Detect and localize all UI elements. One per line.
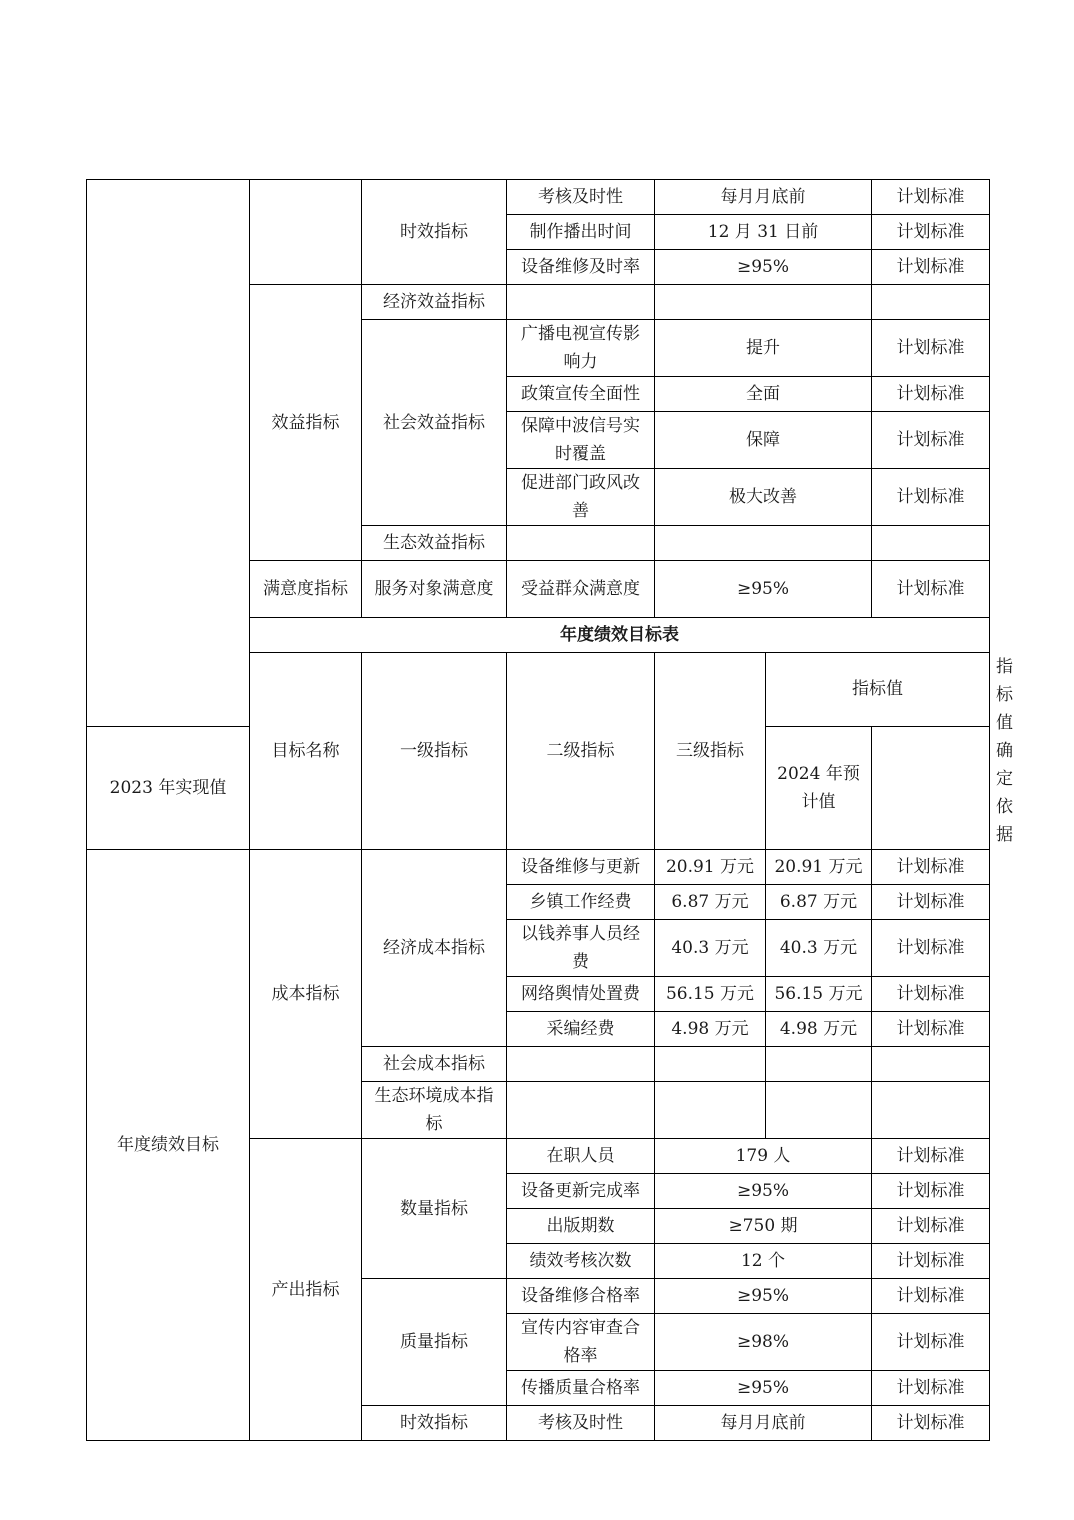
header-target-name: 目标名称 <box>250 653 362 850</box>
header-row: 目标名称 一级指标 二级指标 三级指标 指标值 指标值确定依据 <box>87 653 990 727</box>
level3-cell: 促进部门政风改善 <box>507 469 655 526</box>
value-2024-cell-empty <box>766 1047 872 1082</box>
value-2024-cell: 40.3 万元 <box>766 920 872 977</box>
level3-cell: 广播电视宣传影响力 <box>507 320 655 377</box>
basis-cell-empty <box>872 1082 990 1139</box>
level2-cell: 经济成本指标 <box>362 850 507 1047</box>
basis-cell: 计划标准 <box>872 250 990 285</box>
level1-cell: 效益指标 <box>250 285 362 561</box>
value-cell-empty <box>655 526 872 561</box>
value-cell: 每月月底前 <box>655 180 872 215</box>
value-cell: ≥98% <box>655 1314 872 1371</box>
value-cell: ≥95% <box>655 1174 872 1209</box>
level2-cell: 数量指标 <box>362 1139 507 1279</box>
basis-cell: 计划标准 <box>872 412 990 469</box>
level3-cell: 保障中波信号实时覆盖 <box>507 412 655 469</box>
value-2024-cell: 20.91 万元 <box>766 850 872 885</box>
value-cell: ≥95% <box>655 1279 872 1314</box>
value-2023-cell-empty <box>655 1082 766 1139</box>
level1-cell: 产出指标 <box>250 1139 362 1441</box>
level2-cell: 服务对象满意度 <box>362 561 507 618</box>
value-2024-cell: 4.98 万元 <box>766 1012 872 1047</box>
table-row <box>87 180 990 215</box>
level3-cell: 在职人员 <box>507 1139 655 1174</box>
level3-cell: 出版期数 <box>507 1209 655 1244</box>
basis-cell: 计划标准 <box>872 377 990 412</box>
basis-cell: 计划标准 <box>872 1279 990 1314</box>
level2-cell: 社会成本指标 <box>362 1047 507 1082</box>
target-name-cell-empty <box>87 180 250 727</box>
basis-cell: 计划标准 <box>872 885 990 920</box>
basis-cell-empty <box>872 285 990 320</box>
value-2023-cell: 20.91 万元 <box>655 850 766 885</box>
basis-cell: 计划标准 <box>872 977 990 1012</box>
basis-cell: 计划标准 <box>872 1174 990 1209</box>
value-cell: ≥95% <box>655 561 872 618</box>
level3-cell-empty <box>507 1082 655 1139</box>
level3-cell-empty <box>507 526 655 561</box>
level3-cell: 考核及时性 <box>507 180 655 215</box>
value-cell: 每月月底前 <box>655 1406 872 1441</box>
basis-cell: 计划标准 <box>872 1139 990 1174</box>
level1-cell: 满意度指标 <box>250 561 362 618</box>
basis-cell: 计划标准 <box>872 1209 990 1244</box>
level3-cell: 乡镇工作经费 <box>507 885 655 920</box>
basis-cell: 计划标准 <box>872 1244 990 1279</box>
value-2023-cell-empty <box>655 1047 766 1082</box>
level1-cell-empty <box>250 180 362 285</box>
value-2023-cell: 56.15 万元 <box>655 977 766 1012</box>
level2-cell: 生态环境成本指标 <box>362 1082 507 1139</box>
basis-cell: 计划标准 <box>872 1371 990 1406</box>
value-2024-cell: 6.87 万元 <box>766 885 872 920</box>
level3-cell: 受益群众满意度 <box>507 561 655 618</box>
basis-cell: 计划标准 <box>872 320 990 377</box>
basis-cell: 计划标准 <box>872 850 990 885</box>
value-cell: 179 人 <box>655 1139 872 1174</box>
level2-cell: 经济效益指标 <box>362 285 507 320</box>
header-level3: 三级指标 <box>655 653 766 850</box>
value-cell: 保障 <box>655 412 872 469</box>
level3-cell: 宣传内容审查合格率 <box>507 1314 655 1371</box>
level3-cell: 采编经费 <box>507 1012 655 1047</box>
level3-cell: 设备维修合格率 <box>507 1279 655 1314</box>
level1-cell: 成本指标 <box>250 850 362 1139</box>
level3-cell: 传播质量合格率 <box>507 1371 655 1406</box>
value-cell: ≥95% <box>655 1371 872 1406</box>
basis-cell: 计划标准 <box>872 215 990 250</box>
value-cell: 12 个 <box>655 1244 872 1279</box>
basis-cell: 计划标准 <box>872 920 990 977</box>
level3-cell: 绩效考核次数 <box>507 1244 655 1279</box>
value-cell: 提升 <box>655 320 872 377</box>
value-2023-cell: 4.98 万元 <box>655 1012 766 1047</box>
level2-cell: 质量指标 <box>362 1279 507 1406</box>
basis-cell: 计划标准 <box>872 561 990 618</box>
basis-cell-empty <box>872 1047 990 1082</box>
value-2023-cell: 40.3 万元 <box>655 920 766 977</box>
basis-cell: 计划标准 <box>872 469 990 526</box>
basis-cell: 计划标准 <box>872 1406 990 1441</box>
header-2023: 2023 年实现值 <box>87 726 250 849</box>
level3-cell: 政策宣传全面性 <box>507 377 655 412</box>
level2-cell: 生态效益指标 <box>362 526 507 561</box>
value-cell: ≥750 期 <box>655 1209 872 1244</box>
basis-cell-empty <box>872 526 990 561</box>
level3-cell: 设备维修及时率 <box>507 250 655 285</box>
level2-cell: 社会效益指标 <box>362 320 507 526</box>
performance-table <box>86 179 1013 1441</box>
value-cell: 12 月 31 日前 <box>655 215 872 250</box>
level3-cell: 以钱养事人员经费 <box>507 920 655 977</box>
basis-cell: 计划标准 <box>872 180 990 215</box>
level3-cell: 网络舆情处置费 <box>507 977 655 1012</box>
level3-cell: 制作播出时间 <box>507 215 655 250</box>
value-cell: ≥95% <box>655 250 872 285</box>
level3-cell-empty <box>507 1047 655 1082</box>
value-cell: 极大改善 <box>655 469 872 526</box>
header-level1: 一级指标 <box>362 653 507 850</box>
level3-cell: 设备维修与更新 <box>507 850 655 885</box>
target-name-cell: 年度绩效目标 <box>87 850 250 1441</box>
table-row <box>87 850 990 885</box>
basis-cell: 计划标准 <box>872 1012 990 1047</box>
level3-cell: 设备更新完成率 <box>507 1174 655 1209</box>
value-cell: 全面 <box>655 377 872 412</box>
annual-table-title: 年度绩效目标表 <box>250 618 990 653</box>
basis-cell: 计划标准 <box>872 1314 990 1371</box>
header-indicator-value: 指标值 <box>766 653 990 727</box>
value-2024-cell-empty <box>766 1082 872 1139</box>
value-cell-empty <box>655 285 872 320</box>
level3-cell-empty <box>507 285 655 320</box>
header-level2: 二级指标 <box>507 653 655 850</box>
header-2024: 2024 年预计值 <box>766 726 872 849</box>
level2-cell: 时效指标 <box>362 1406 507 1441</box>
level2-cell: 时效指标 <box>362 180 507 285</box>
value-2023-cell: 6.87 万元 <box>655 885 766 920</box>
level3-cell: 考核及时性 <box>507 1406 655 1441</box>
value-2024-cell: 56.15 万元 <box>766 977 872 1012</box>
